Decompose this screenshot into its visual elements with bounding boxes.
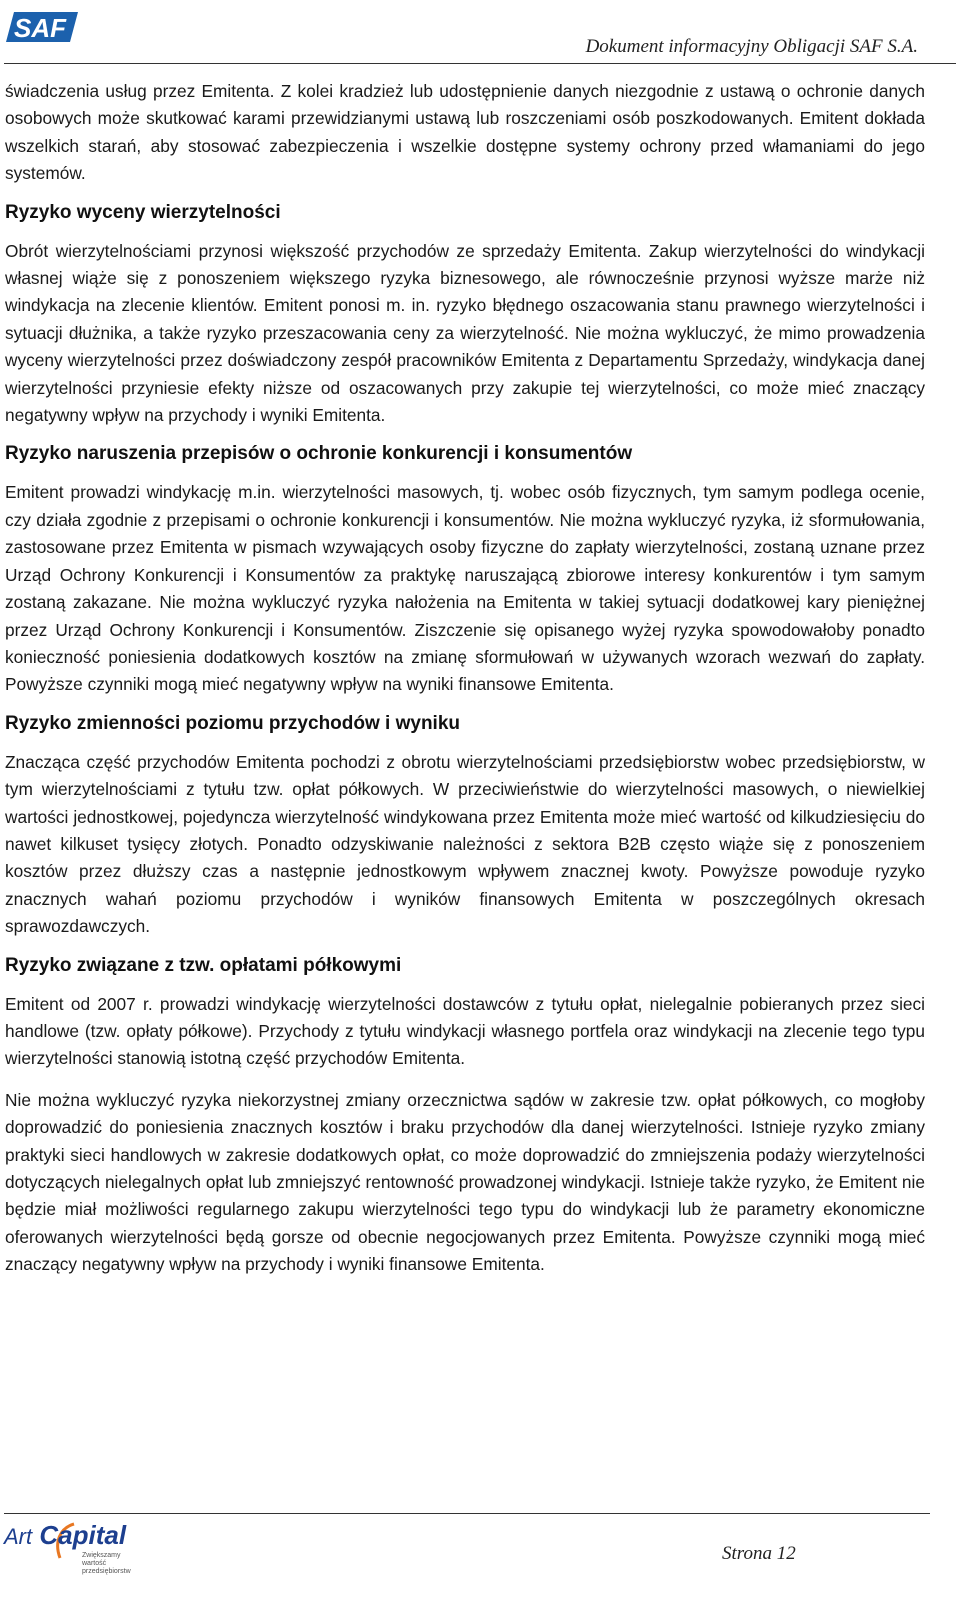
section-heading: Ryzyko wyceny wierzytelności (5, 201, 281, 223)
paragraph: Znacząca część przychodów Emitenta pochodzi z obrotu wierzytelnościami przedsiębiorstw wobec przedsiębiorstw, w tym wierzytelnościami z tytułu tzw. opłat półkowych. W przeciwieństwie do wierzytelności masowych, o niewielkiej wartości jednostkowej, pojedyncza wierzytelność windykowana przez Emitenta może mieć wartość od kilkudziesięciu do nawet kilkuset tysięcy złotych. Ponadto odzyskiwanie należności z sektora B2B często wiąże się z ponoszeniem kosztów przez dłuższy czas a następnie jednostkowym wpływem znacznej kwoty. Powyższe powoduje ryzyko znacznych wahań poziomu przychodów i wyników finansowych Emitenta w poszczególnych okresach sprawozdawczych. (5, 751, 925, 937)
paragraph: świadczenia usług przez Emitenta. Z kolei kradzież lub udostępnienie danych niezgodnie z ustawą o ochronie danych osobowych może skutkować karami przewidzianymi ustawą lub roszczeniami osób poszkodowanych. Emitent dokłada wszelkich starań, aby stosować zabezpieczenia i wszelkie dostępne systemy ochrony przed włamaniami do jego systemów. (5, 81, 925, 184)
saf-logo (6, 8, 78, 46)
logo-tagline: Zwiększamy wartość przedsiębiorstw (82, 1552, 131, 1575)
logo-art: Art (4, 1524, 33, 1549)
paragraph: Emitent od 2007 r. prowadzi windykację wierzytelności dostawców z tytułu opłat, nielegalnie pobieranych przez sieci handlowe (tzw. opłaty półkowe). Przychody z tytułu windykacji własnego portfela oraz windykacji na zlecenie tego typu wierzytelności stanowią istotną część przychodów Emitenta. (5, 993, 925, 1069)
page-header (0, 0, 960, 70)
paragraph: Obrót wierzytelnościami przynosi większość przychodów ze sprzedaży Emitenta. Zakup wierzytelności do windykacji własnej wiąże się z ponoszeniem większego ryzyka biznesowego, ale równocześnie przynosi wyższe marże niż windykacja na zlecenie klientów. Emitent ponosi m. in. ryzyko błędnego oszacowania stanu prawnego wierzytelności i sytuacji dłużnika, a także ryzyko przeszacowania ceny za wierzytelność. Nie można wykluczyć, że mimo prowadzenia wyceny wierzytelności przez doświadczony zespół pracowników Emitenta z Departamentu Sprzedaży, windykacja danej wierzytelności przyniesie efekty niższe od oszacowanych przy zakupie tej wierzytelności, co może mieć znaczący negatywny wpływ na przychody i wyniki Emitenta. (5, 240, 925, 426)
page-footer (0, 1505, 960, 1621)
saf-logo-text: SAF (14, 13, 66, 43)
art-capital-wordmark (4, 1520, 126, 1551)
section-heading: Ryzyko naruszenia przepisów o ochronie konkurencji i konsumentów (5, 443, 633, 465)
section-heading: Ryzyko zmienności poziomu przychodów i wyniku (5, 712, 461, 734)
logo-capital: Capital (39, 1520, 127, 1550)
document-body (5, 78, 925, 1279)
paragraph: Emitent prowadzi windykację m.in. wierzytelności masowych, tj. wobec osób fizycznych, tym samym podlega ocenie, czy działa zgodnie z przepisami o ochronie konkurencji i konsumentów. Nie można wykluczyć ryzyka, iż sformułowania, zastosowane przez Emitenta w pismach wzywających osoby fizyczne do zapłaty wierzytelności, zostaną uznane przez Urząd Ochrony Konkurencji i Konsumentów za praktykę naruszającą zbiorowe interesy konkurentów i tym samym zostaną zakazane. Nie można wykluczyć ryzyka nałożenia na Emitenta w takiej sytuacji dodatkowej kary pieniężnej przez Urząd Ochrony Konkurencji i Konsumentów. Ziszczenie się opisanego wyżej ryzyka spowodowałoby ponadto konieczność poniesienia dodatkowych kosztów na zmianę sformułowań w używanych wzorach wezwań do zapłaty. Powyższe czynniki mogą mieć negatywny wpływ na wyniki finansowe Emitenta. (5, 482, 925, 695)
header-divider (4, 63, 956, 64)
footer-divider (4, 1513, 930, 1514)
paragraph: Nie można wykluczyć ryzyka niekorzystnej zmiany orzecznictwa sądów w zakresie tzw. opłat półkowych, co mogłoby doprowadzić do poniesienia znacznych kosztów i braku przychodów dla danej wierzytelności. Istnieje ryzyko zmiany praktyki sieci handlowych w zakresie dodatkowych opłat, co może doprowadzić do zmniejszenia podaży wierzytelności dotyczących nielegalnych opłat lub zmniejszyć rentowność prowadzonej windykacji. Istnieje także ryzyko, że Emitent nie będzie miał możliwości regularnego zakupu wierzytelności tego typu do windykacji lub że parametry ekonomiczne oferowanych wierzytelności będą gorsze od obecnie negocjowanych przez Emitenta. Powyższe czynniki mogą mieć znaczący negatywny wpływ na przychody i wyniki finansowe Emitenta. (5, 1089, 925, 1275)
art-capital-logo (4, 1520, 144, 1575)
document-title: Dokument informacyjny Obligacji SAF S.A. (585, 36, 918, 57)
section-heading: Ryzyko związane z tzw. opłatami półkowymi (5, 954, 402, 976)
page-number: Strona 12 (722, 1543, 796, 1564)
